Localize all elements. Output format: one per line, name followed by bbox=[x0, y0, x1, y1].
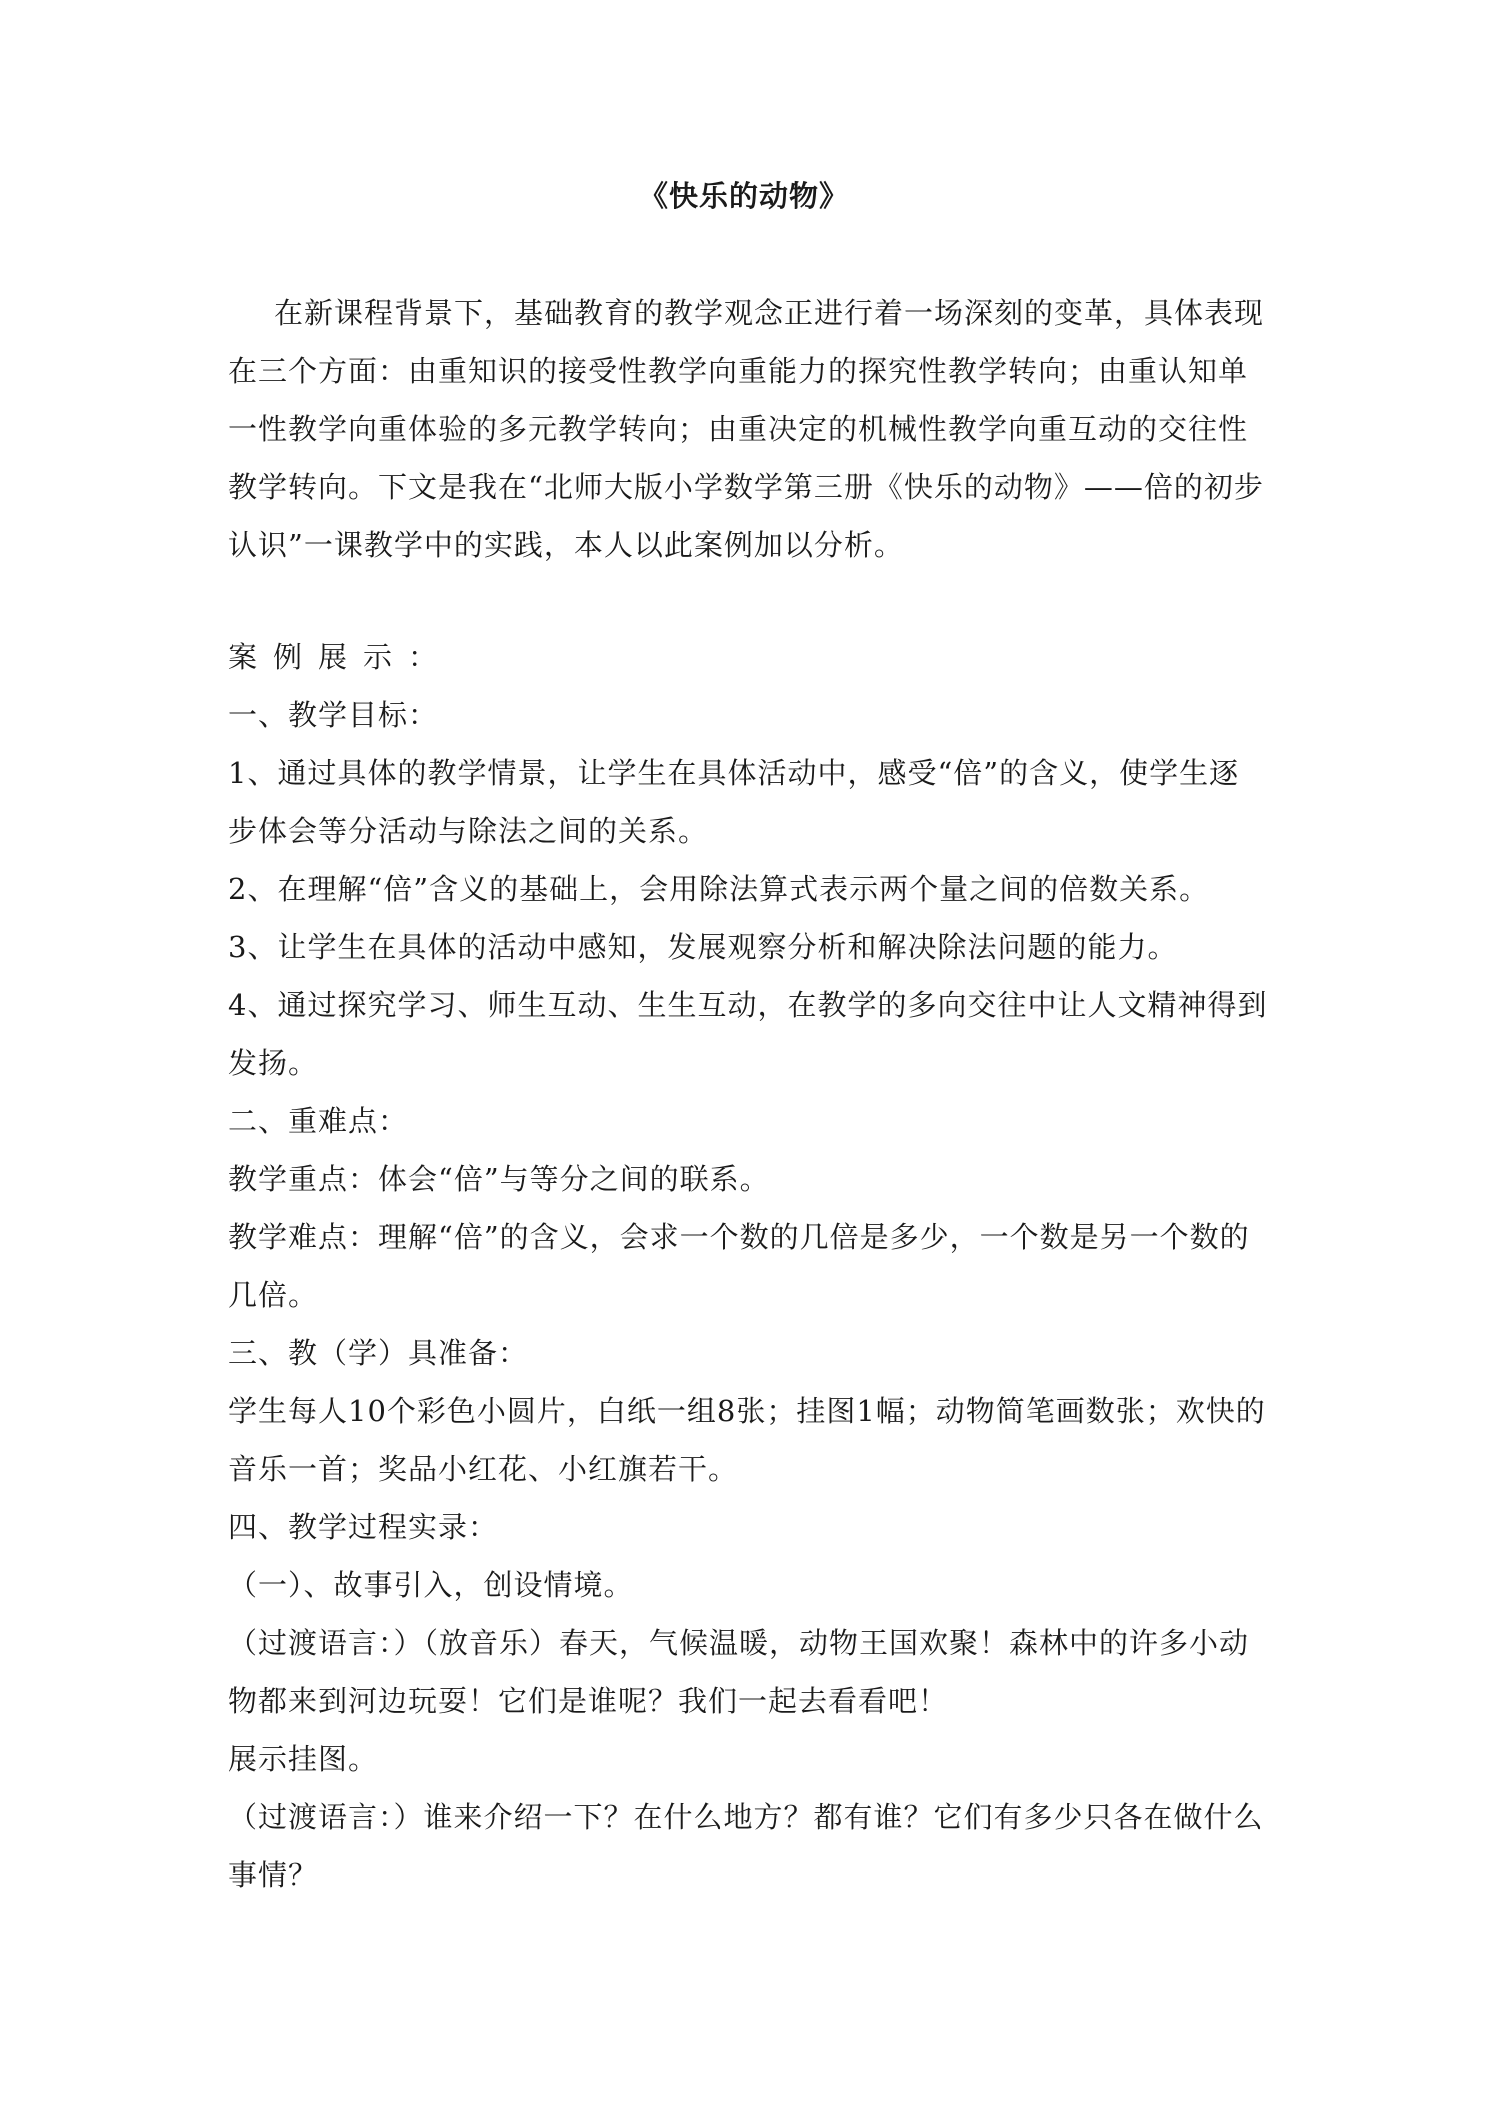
goal-item-4: 4、通过探究学习、师生互动、生生互动，在教学的多向交往中让人文精神得到发扬。 bbox=[228, 988, 1268, 1080]
step1-heading: （一）、故事引入，创设情境。 bbox=[228, 1568, 634, 1602]
document-body bbox=[228, 628, 1268, 1904]
transition-paragraph-2: （过渡语言：）谁来介绍一下？在什么地方？都有谁？它们有多少只各在做什么事情？ bbox=[228, 1800, 1264, 1892]
case-heading: 案例展示： bbox=[228, 640, 454, 674]
goal-item-1: 1、通过具体的教学情景，让学生在具体活动中，感受“倍”的含义，使学生逐步体会等分活动与除法之间的关系。 bbox=[228, 756, 1240, 848]
goal-item-2: 2、在理解“倍”含义的基础上，会用除法算式表示两个量之间的倍数关系。 bbox=[228, 872, 1210, 906]
process-heading: 四、教学过程实录： bbox=[228, 1510, 499, 1544]
show-picture-text: 展示挂图。 bbox=[228, 1742, 379, 1776]
intro-paragraph: 在新课程背景下，基础教育的教学观念正进行着一场深刻的变革，具体表现在三个方面：由重知识的接受性教学向重能力的探究性教学转向；由重认知单一性教学向重体验的多元教学转向；由重决定的机械性教学向重互动的交往性教学转向。下文是我在“北师大版小学数学第三册《快乐的动物》——倍的初步认识”一课教学中的实践，本人以此案例加以分析。 bbox=[228, 296, 1265, 562]
difficult-point: 教学难点：理解“倍”的含义，会求一个数的几倍是多少，一个数是另一个数的几倍。 bbox=[228, 1220, 1250, 1312]
goal-item-3: 3、让学生在具体的活动中感知，发展观察分析和解决除法问题的能力。 bbox=[228, 930, 1178, 964]
materials-text: 学生每人10个彩色小圆片，白纸一组8张；挂图1幅；动物简笔画数张；欢快的音乐一首；奖品小红花、小红旗若干。 bbox=[228, 1394, 1266, 1486]
transition-paragraph-1: （过渡语言：）（放音乐）春天，气候温暖，动物王国欢聚！森林中的许多小动物都来到河边玩耍！它们是谁呢？我们一起去看看吧！ bbox=[228, 1626, 1250, 1718]
materials-heading: 三、教（学）具准备： bbox=[228, 1336, 529, 1370]
document-title: 《快乐的动物》 bbox=[638, 179, 849, 213]
key-point: 教学重点：体会“倍”与等分之间的联系。 bbox=[228, 1162, 770, 1196]
key-points-heading: 二、重难点： bbox=[228, 1104, 409, 1138]
goals-heading: 一、教学目标： bbox=[228, 698, 439, 732]
